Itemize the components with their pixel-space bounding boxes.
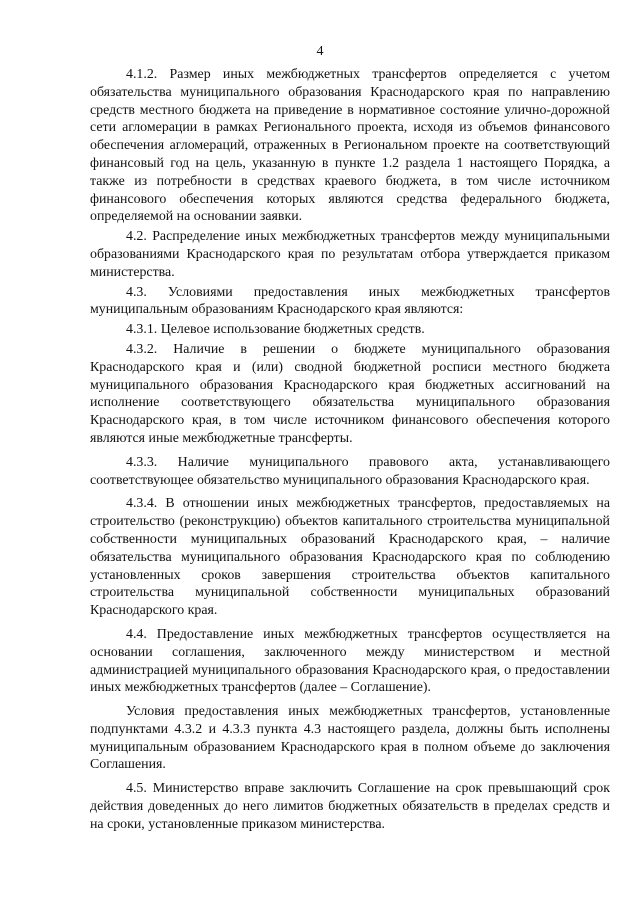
paragraph-4-4: 4.4. Предоставление иных межбюджетных трансфертов осуществляется на основании соглашения, заключенного между министерством и местной администрацией муниципального образования Краснодарского края, о предоставлении иных межбюджетных трансфертов (далее – Соглашение). [90,626,610,696]
paragraph-4-3-2: 4.3.2. Наличие в решении о бюджете муниципального образования Краснодарского края и (или) сводной бюджетной росписи местного бюджета муниципального образования Краснодарского края бюджетных ассигнований на исполнение соответствующего обязательства муниципального образования Краснодарского края, в том числе источником финансового обеспечения которого являются иные межбюджетные трансферты. [90,341,610,446]
paragraph-4-3-1: 4.3.1. Целевое использование бюджетных средств. [126,322,425,338]
paragraph-4-1-2: 4.1.2. Размер иных межбюджетных трансфертов определяется с учетом обязательства муниципального образования Краснодарского края по направлению средств местного бюджета на приведение в нормативное состояние улично-дорожной сети агломерации в рамках Регионального проекта, исходя из объемов финансового обеспечения агломераций, отраженных в Региональном проекте на соответствующий финансовый год на цель, указанную в пункте 1.2 раздела 1 настоящего Порядка, а также из потребности в средствах краевого бюджета, в том числе источником финансового обеспечения которых являются средства федерального бюджета, определяемой на основании заявки. [90,67,610,225]
paragraph-4-3: 4.3. Условиями предоставления иных межбюджетных трансфертов муниципальным образованиям Краснодарского края являются: [90,284,610,318]
paragraph-4-3-3: 4.3.3. Наличие муниципального правового акта, устанавливающего соответствующее обязательство муниципального образования Краснодарского края. [90,454,610,488]
paragraph-4-5: 4.5. Министерство вправе заключить Соглашение на срок превышающий срок действия доведенных до него лимитов бюджетных обязательств в пределах средств и на сроки, установленные приказом министерства. [90,781,610,832]
page-number: 4 [316,44,324,59]
paragraph-4-2: 4.2. Распределение иных межбюджетных трансфертов между муниципальными образованиями Краснодарского края по результатам отбора утверждается приказом министерства. [90,229,610,280]
document-body [90,66,610,836]
paragraph-4-3-4: 4.3.4. В отношении иных межбюджетных трансфертов, предоставляемых на строительство (реконструкцию) объектов капитального строительства муниципальной собственности муниципальных образований Краснодарского края, – наличие обязательства муниципального образования Краснодарского края по соблюдению установленных сроков завершения строительства объектов капитального строительства муниципальной собственности муниципальных образований Краснодарского края. [90,496,610,619]
paragraph-conditions: Условия предоставления иных межбюджетных трансфертов, установленные подпунктами 4.3.2 и 4.3.3 пункта 4.3 настоящего раздела, должны быть исполнены муниципальным образованием Краснодарского края в полном объеме до заключения Соглашения. [90,704,610,773]
